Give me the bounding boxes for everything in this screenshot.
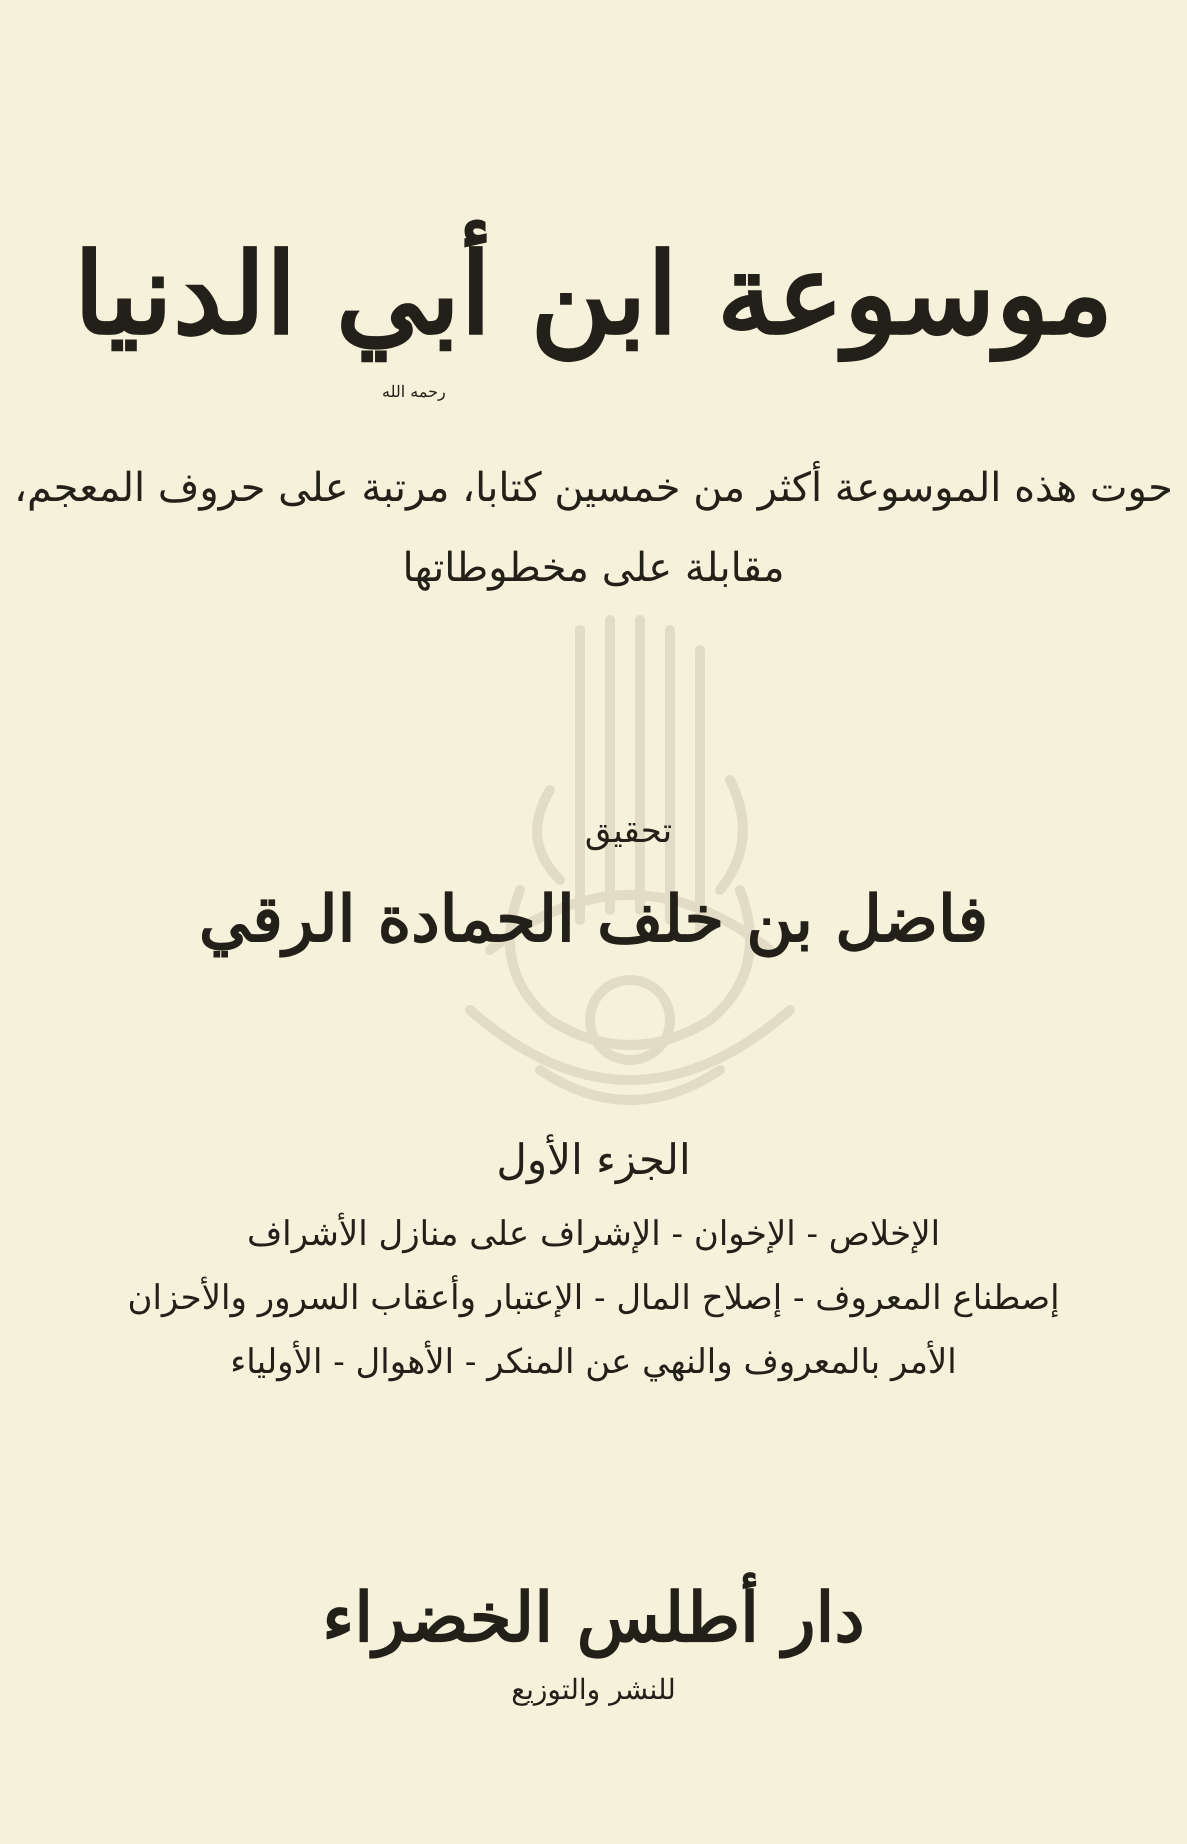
editor-name: فاضل بن خلف الحمادة الرقي (198, 882, 989, 957)
contents-item: إصطناع المعروف - إصلاح المال - الإعتبار وأعقاب السرور والأحزان (127, 1278, 1060, 1318)
contents-list (0, 1202, 1187, 1394)
volume-label: الجزء الأول (496, 1135, 691, 1184)
publisher-tagline: للنشر والتوزيع (511, 1673, 676, 1706)
editor-label: تحقيق (584, 811, 673, 851)
contents-item: الإخلاص - الإخوان - الإشراف على منازل الأشراف (246, 1214, 941, 1254)
publisher-name: دار أطلس الخضراء (322, 1578, 865, 1658)
contents-item: الأمر بالمعروف والنهي عن المنكر - الأهوال - الأولياء (230, 1342, 957, 1382)
subtitle-line-1: حوت هذه الموسوعة أكثر من خمسين كتابا، مرتبة على حروف المعجم، (14, 465, 1173, 511)
book-title: موسوعة ابن أبي الدنيا (73, 229, 1114, 360)
title-ornament: رحمه الله (382, 382, 446, 401)
subtitle-line-2: مقابلة على مخطوطاتها (402, 545, 785, 591)
